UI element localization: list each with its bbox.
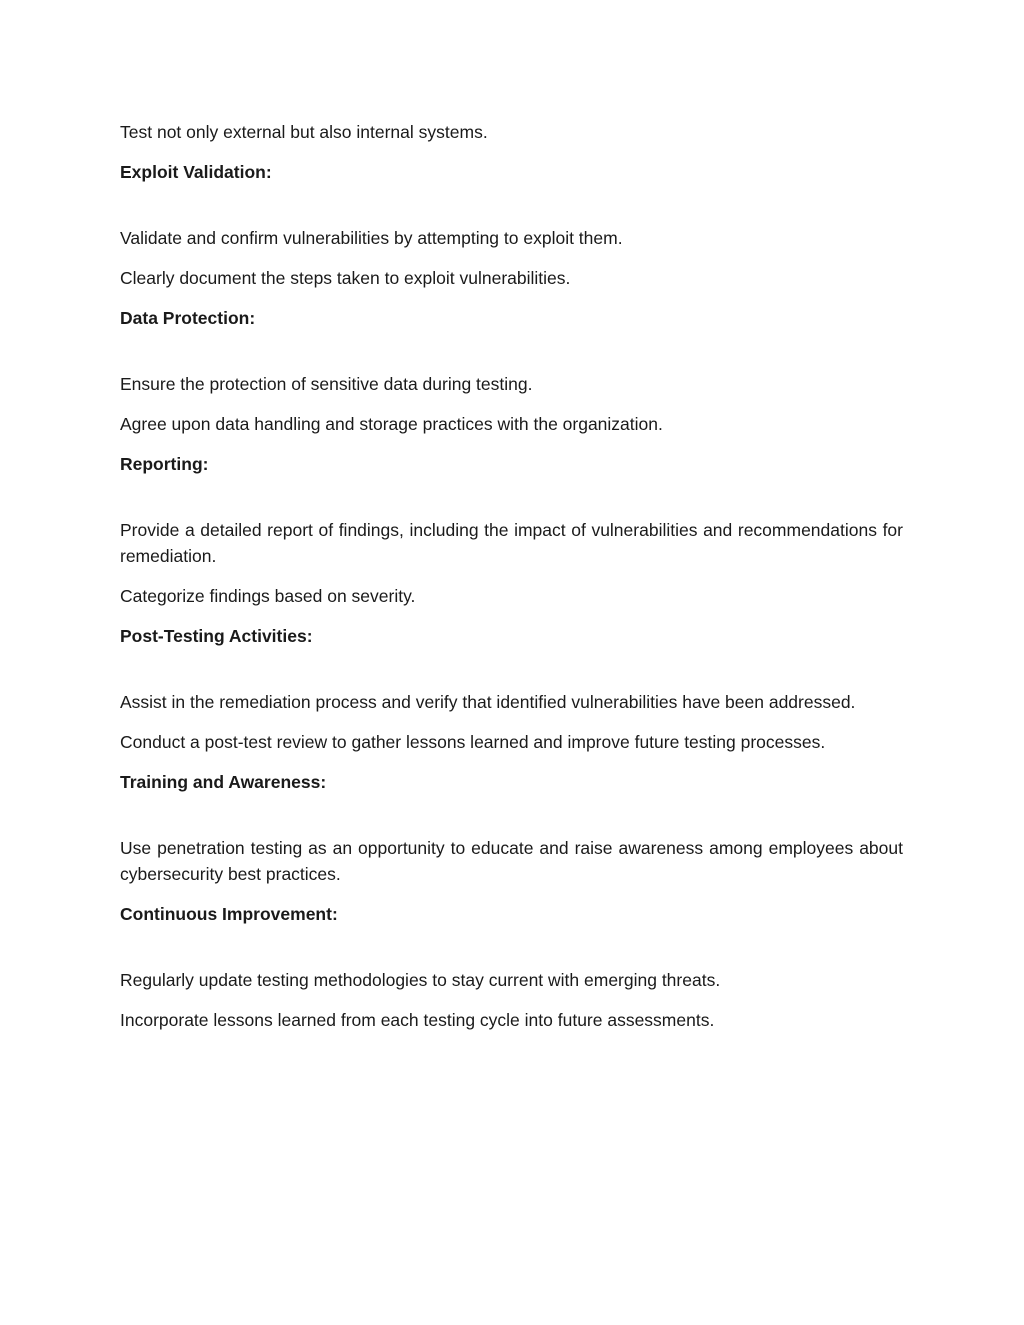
section-heading-reporting: Reporting: <box>120 454 209 474</box>
paragraph: Test not only external but also internal systems. <box>120 122 488 142</box>
section-heading-continuous-improvement: Continuous Improvement: <box>120 904 338 924</box>
section-heading-training-and-awareness: Training and Awareness: <box>120 772 327 792</box>
paragraph: Incorporate lessons learned from each testing cycle into future assessments. <box>120 1010 715 1030</box>
paragraph: Conduct a post-test review to gather lessons learned and improve future testing processes. <box>120 732 826 752</box>
paragraph: Clearly document the steps taken to exploit vulnerabilities. <box>120 268 571 288</box>
paragraph: Categorize findings based on severity. <box>120 586 416 606</box>
paragraph: Ensure the protection of sensitive data during testing. <box>120 374 533 394</box>
section-heading-exploit-validation: Exploit Validation: <box>120 162 272 182</box>
paragraph: Assist in the remediation process and verify that identified vulnerabilities have been addressed. <box>120 692 856 712</box>
document-body <box>120 119 903 1047</box>
paragraph: Use penetration testing as an opportunity to educate and raise awareness among employees about cybersecurity best practices. <box>120 838 903 884</box>
section-heading-data-protection: Data Protection: <box>120 308 256 328</box>
paragraph: Validate and confirm vulnerabilities by attempting to exploit them. <box>120 228 623 248</box>
paragraph: Regularly update testing methodologies to stay current with emerging threats. <box>120 970 721 990</box>
paragraph: Agree upon data handling and storage practices with the organization. <box>120 414 663 434</box>
section-heading-post-testing-activities: Post-Testing Activities: <box>120 626 313 646</box>
paragraph: Provide a detailed report of findings, including the impact of vulnerabilities and recommendations for remediation. <box>120 520 903 566</box>
